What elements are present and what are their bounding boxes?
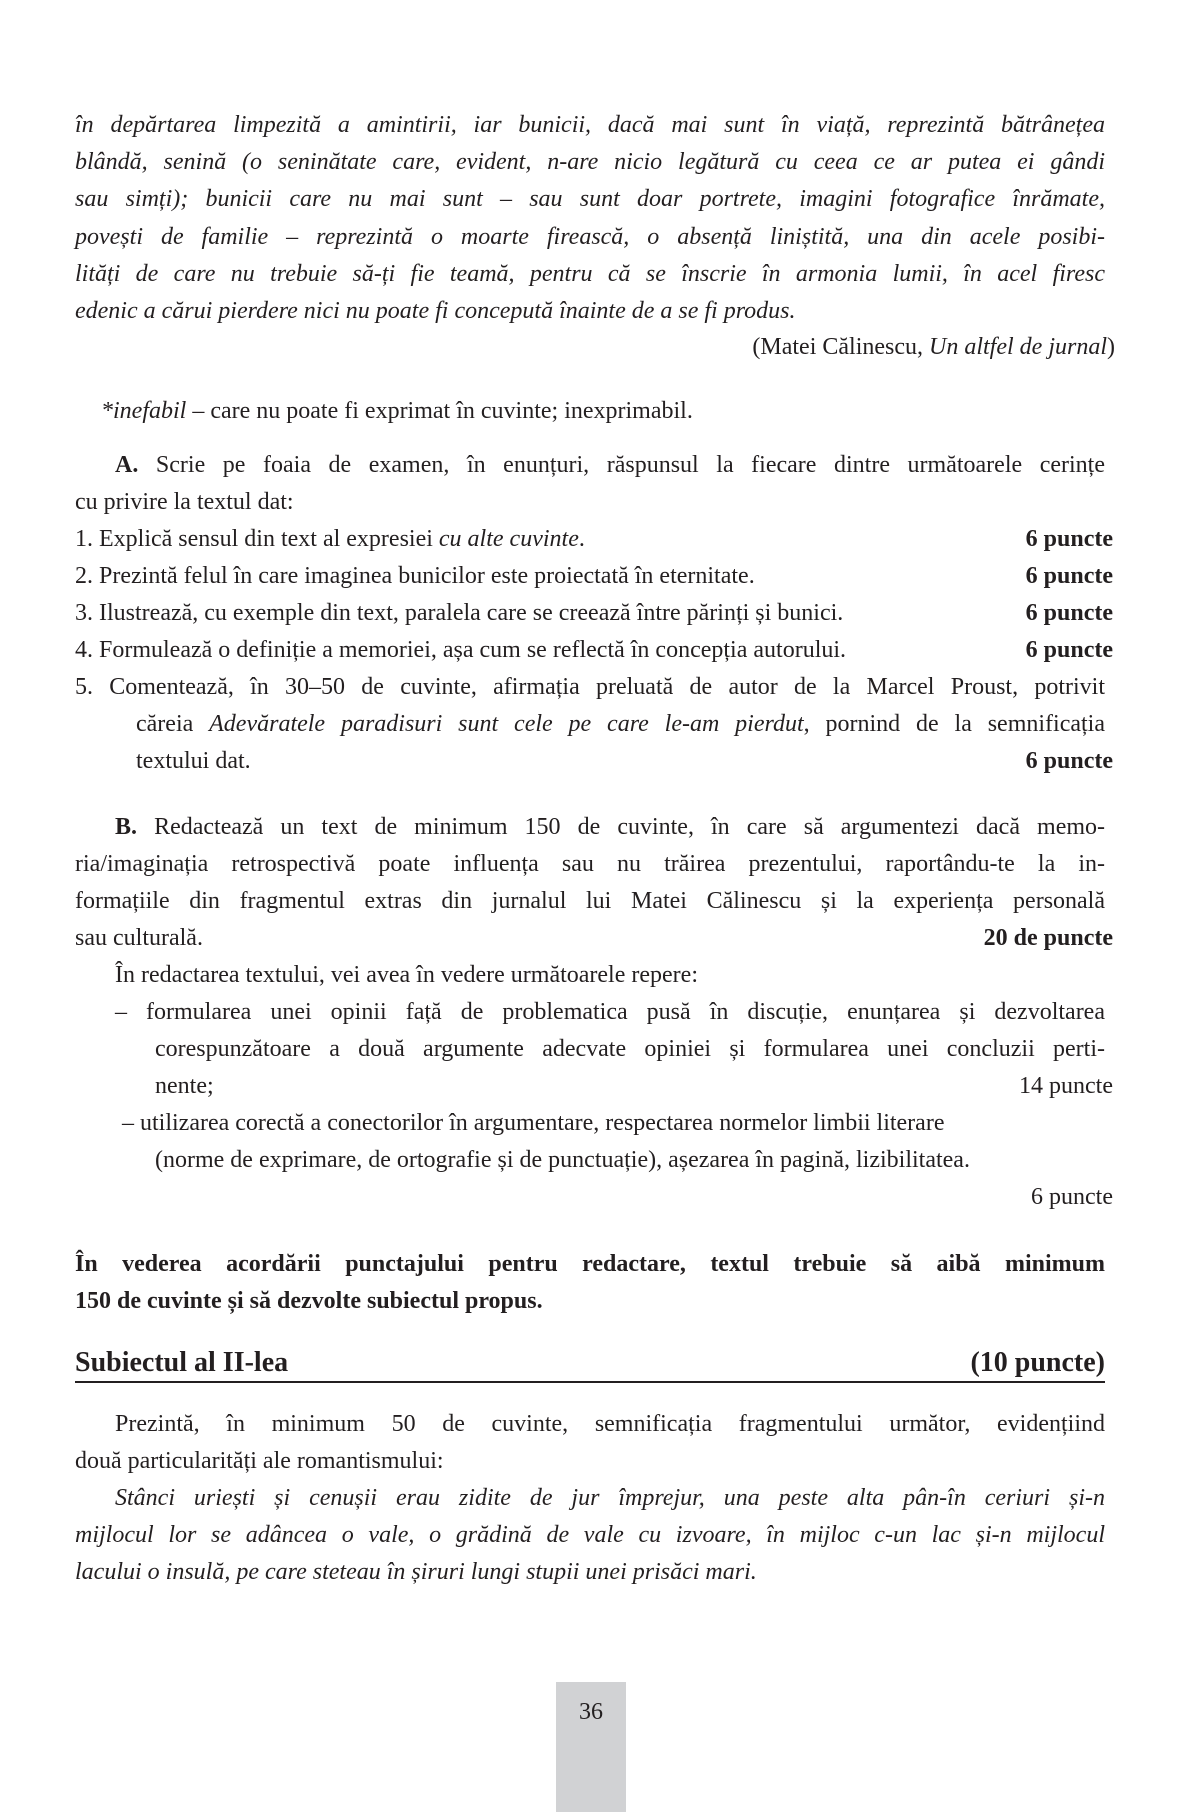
question-text: 4. Formulează o definiție a memoriei, așa cum se reflectă în concepția autorului. — [75, 636, 847, 663]
question-text: 2. Prezintă felul în care imaginea bunicilor este proiectată în eternitate. — [75, 562, 755, 589]
part-a-intro-line2: cu privire la textul dat: — [75, 488, 294, 515]
fragment-line: Stânci uriești și cenușii erau zidite de jur împrejur, una peste alta pân-în ceriuri și-n — [115, 1484, 1105, 1511]
question-3 — [75, 595, 1113, 632]
question-points: 6 puncte — [1025, 599, 1113, 626]
part-b-line3: formațiile din fragmentul extras din jurnalul lui Matei Călinescu și la experiența personală — [75, 887, 1105, 914]
footnote-term: *inefabil — [101, 397, 187, 424]
part-b-text-end: sau culturală. — [75, 924, 203, 951]
note-line2: 150 de cuvinte și să dezvolte subiectul propus. — [75, 1287, 543, 1314]
question-1-text: 1. Explică sensul din text al expresiei — [75, 525, 439, 552]
section-2-line2: două particularități ale romantismului: — [75, 1447, 444, 1474]
part-a — [75, 447, 1113, 780]
part-b-text: Redactează un text de minimum 150 de cuvinte, în care să argumentezi dacă memo- — [137, 813, 1105, 840]
criterion-2-points: 6 puncte — [1031, 1183, 1113, 1210]
attribution — [75, 329, 1115, 366]
fragment-line: mijlocul lor se adâncea o vale, o grădină de vale cu izvoare, în mijloc c-un lac și-n mijlocul — [75, 1521, 1105, 1548]
question-5-line2 — [75, 706, 1105, 743]
fragment-line: sau simți); bunicii care nu mai sunt – sau sunt doar portrete, imagini fotografice înrămate, — [75, 186, 1105, 213]
fragment-line: lacului o insulă, pe care steteau în șiruri lungi stupii unei prisăci mari. — [75, 1558, 757, 1585]
section-2-line1: Prezintă, în minimum 50 de cuvinte, semnificația fragmentului următor, evidențiind — [115, 1410, 1105, 1437]
question-1-expression: cu alte cuvinte — [438, 525, 579, 552]
section-2-header — [75, 1337, 1105, 1383]
section-2-points: (10 puncte) — [970, 1346, 1105, 1378]
page-number: 36 — [556, 1682, 626, 1812]
part-b-points: 20 de puncte — [983, 924, 1113, 951]
footnote-definition: – care nu poate fi exprimat în cuvinte; inexprimabil. — [186, 397, 693, 424]
question-5-line3 — [75, 743, 1113, 780]
question-1 — [75, 521, 1113, 558]
part-a-intro — [75, 447, 1105, 484]
writing-note — [75, 1246, 1105, 1320]
question-text — [75, 521, 585, 558]
question-1-end: . — [578, 525, 585, 552]
question-text: textului dat. — [136, 747, 251, 774]
attribution-author: (Matei Călinescu, — [752, 333, 930, 360]
page-content — [75, 107, 1115, 1591]
part-b-line4 — [75, 920, 1113, 957]
question-points: 6 puncte — [1025, 747, 1113, 774]
criterion-2-line2: (norme de exprimare, de ortografie și de punctuație), așezarea în pagină, lizibilitatea. — [155, 1146, 970, 1173]
question-text: 3. Ilustrează, cu exemple din text, paralela care se creează între părinți și bunici. — [75, 599, 844, 626]
fragment-line: lități de care nu trebuie să-ți fie teamă, pentru că se înscrie în armonia lumii, în acel firesc — [75, 260, 1105, 287]
fragment-line: edenic a cărui pierdere nici nu poate fi concepută înainte de a se fi produs. — [75, 297, 796, 324]
question-5-text: căreia — [136, 710, 210, 737]
criterion-text: nente; — [155, 1072, 214, 1099]
part-b-label: B. — [115, 813, 138, 840]
fragment-line: blândă, senină (o seninătate care, evident, n-are nicio legătură cu ceea ce ar putea ei gândi — [75, 149, 1105, 176]
question-points: 6 puncte — [1025, 562, 1113, 589]
footnote — [75, 393, 1105, 430]
part-b-line1 — [75, 809, 1105, 846]
intro-fragment — [75, 107, 1105, 329]
part-b — [75, 809, 1113, 1216]
question-4 — [75, 632, 1113, 669]
guide-intro: În redactarea textului, vei avea în vedere următoarele repere: — [115, 961, 698, 988]
question-2 — [75, 558, 1113, 595]
question-5-text-end: , pornind de la semnificația — [803, 710, 1105, 737]
proust-quote: Adevăratele paradisuri sunt cele pe care le-am pierdut — [209, 710, 804, 737]
criterion-1-line1: – formularea unei opinii față de problematica pusă în discuție, enunțarea și dezvoltarea — [115, 998, 1105, 1025]
section-2-title: Subiectul al II-lea — [75, 1346, 289, 1378]
criterion-1-line3 — [75, 1068, 1113, 1105]
part-a-label: A. — [115, 451, 139, 478]
attribution-close: ) — [1107, 333, 1115, 360]
part-a-intro-text: Scrie pe foaia de examen, în enunțuri, răspunsul la fiecare dintre următoarele cerințe — [138, 451, 1105, 478]
literary-fragment — [75, 1480, 1105, 1591]
question-points: 6 puncte — [1025, 636, 1113, 663]
fragment-line: în depărtarea limpezită a amintirii, iar bunicii, dacă mai sunt în viață, reprezintă bătrânețea — [75, 112, 1105, 138]
attribution-title: Un altfel de jurnal — [929, 333, 1107, 360]
question-5-line1: 5. Comentează, în 30–50 de cuvinte, afirmația preluată de autor de la Marcel Proust, potrivit — [75, 673, 1105, 700]
question-points: 6 puncte — [1025, 525, 1113, 552]
criterion-points: 14 puncte — [1019, 1072, 1113, 1099]
note-line1: În vederea acordării punctajului pentru redactare, textul trebuie să aibă minimum — [75, 1250, 1105, 1277]
section-2-body — [75, 1406, 1105, 1591]
criterion-1-line2: corespunzătoare a două argumente adecvate opiniei și formularea unei concluzii perti- — [155, 1035, 1105, 1062]
part-b-line2: ria/imaginația retrospectivă poate influența sau nu trăirea prezentului, raportându-te la in- — [75, 850, 1105, 877]
fragment-line: povești de familie – reprezintă o moarte firească, o absență liniștită, una din acele posibi- — [75, 223, 1105, 250]
criterion-2-line1: – utilizarea corectă a conectorilor în argumentare, respectarea normelor limbii literare — [122, 1109, 945, 1136]
